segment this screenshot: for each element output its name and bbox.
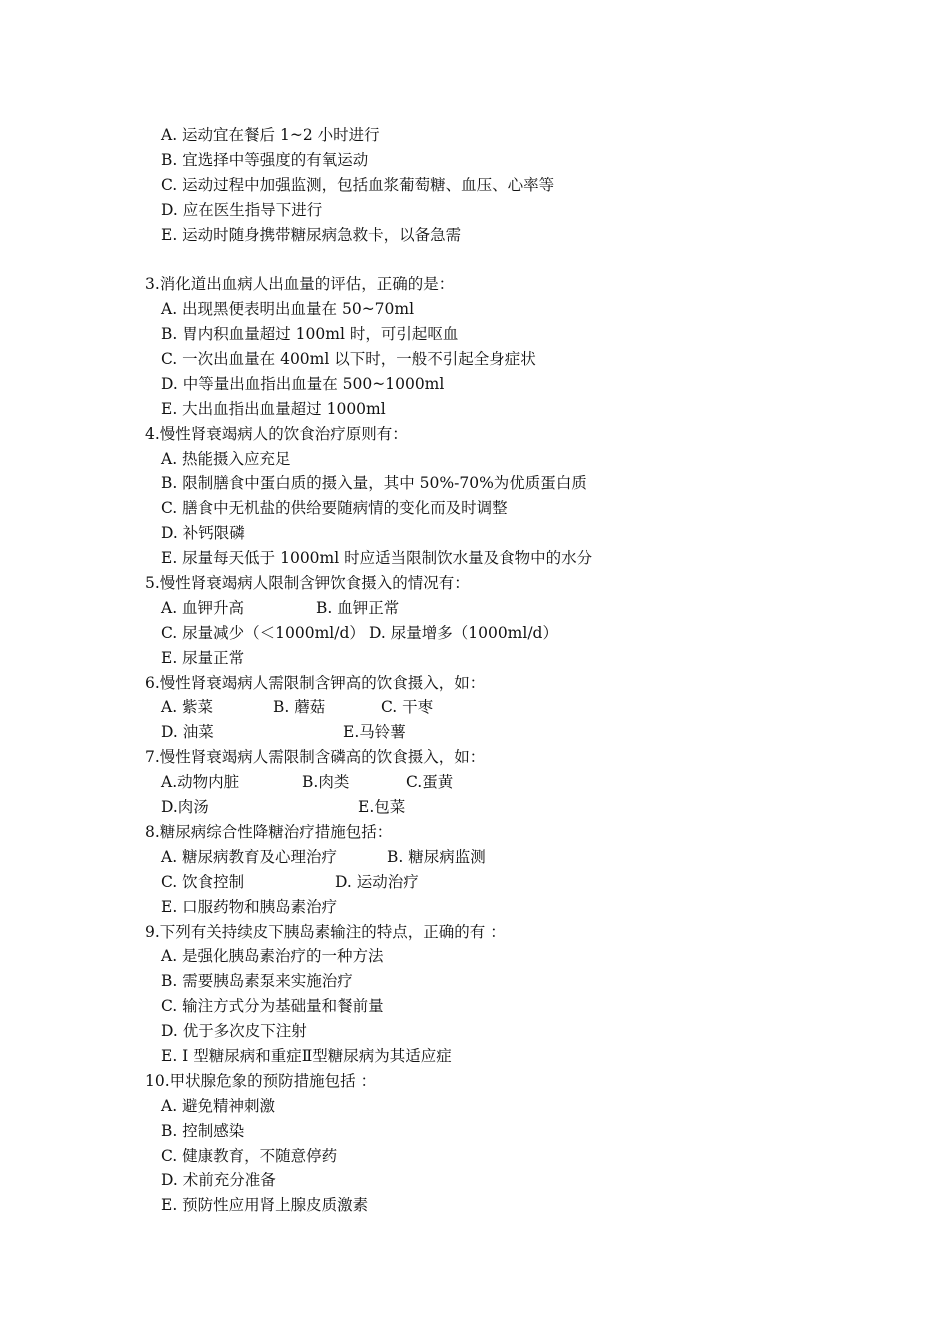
q2-option-b: B. 宜选择中等强度的有氧运动	[161, 150, 369, 169]
q8-stem: 8.糖尿病综合性降糖治疗措施包括：	[145, 822, 393, 841]
q9-option-c: C. 输注方式分为基础量和餐前量	[161, 997, 384, 1016]
q4-stem: 4.慢性肾衰竭病人的饮食治疗原则有：	[145, 424, 408, 443]
q9-option-d: D. 优于多次皮下注射	[161, 1022, 307, 1041]
q6-option-b: B. 蘑菇	[273, 698, 326, 717]
q9-stem: 9.下列有关持续皮下胰岛素输注的特点，正确的有 ：	[145, 922, 506, 941]
document-page	[0, 123, 950, 1218]
q8-option-d: D. 运动治疗	[335, 872, 419, 891]
q3-option-b: B. 胃内积血量超过 100ml 时，可引起呕血	[161, 325, 459, 344]
q6-option-c: C. 干枣	[381, 698, 434, 717]
q4-option-c: C. 膳食中无机盐的供给要随病情的变化而及时调整	[161, 499, 508, 518]
q6-stem: 6.慢性肾衰竭病人需限制含钾高的饮食摄入，如：	[145, 673, 486, 692]
q5-option-a: A. 血钾升高	[161, 598, 245, 617]
q8-option-e: E. 口服药物和胰岛素治疗	[161, 897, 338, 916]
q10-option-c: C. 健康教育，不随意停药	[161, 1146, 338, 1165]
q7-stem: 7.慢性肾衰竭病人需限制含磷高的饮食摄入，如：	[145, 748, 486, 767]
q8-options-row-2	[0, 870, 950, 895]
q4-option-a: A. 热能摄入应充足	[161, 449, 291, 468]
q8-options-row-1	[0, 845, 950, 870]
q10-stem: 10.甲状腺危象的预防措施包括 ：	[145, 1071, 377, 1090]
q3-stem: 3.消化道出血病人出血量的评估，正确的是：	[145, 275, 455, 294]
q5-options-row-1	[0, 596, 950, 621]
q2-option-d: D. 应在医生指导下进行	[161, 200, 323, 219]
q7-options-row-1	[0, 770, 950, 795]
q2-option-a: A. 运动宜在餐后 1~2 小时进行	[161, 126, 380, 144]
q6-option-d: D. 油菜	[161, 723, 214, 742]
q10-option-d: D. 术前充分准备	[161, 1171, 276, 1190]
q3-option-e: E. 大出血指出血量超过 1000ml	[161, 399, 386, 418]
q10-option-b: B. 控制感染	[161, 1121, 245, 1140]
q7-option-e: E.包菜	[358, 798, 406, 817]
q9-option-a: A. 是强化胰岛素治疗的一种方法	[161, 947, 384, 966]
blank-line	[0, 247, 950, 272]
q7-option-a: A.动物内脏	[161, 773, 240, 792]
q3-option-a: A. 出现黑便表明出血量在 50~70ml	[161, 300, 415, 319]
q7-option-b: B.肉类	[302, 773, 350, 792]
q5-option-b: B. 血钾正常	[316, 598, 400, 617]
q8-option-a: A. 糖尿病教育及心理治疗	[161, 847, 338, 866]
q6-options-row-1	[0, 695, 950, 720]
q6-option-a: A. 紫菜	[161, 698, 214, 717]
q8-option-c: C. 饮食控制	[161, 872, 245, 891]
q4-option-b: B. 限制膳食中蛋白质的摄入量，其中 50%-70%为优质蛋白质	[161, 474, 587, 493]
q7-option-c: C.蛋黄	[406, 773, 454, 792]
q7-option-d: D.肉汤	[161, 798, 209, 817]
q4-option-d: D. 补钙限磷	[161, 524, 245, 543]
q9-option-e: E. Ⅰ 型糖尿病和重症Ⅱ型糖尿病为其适应症	[161, 1046, 452, 1065]
q5-option-e: E. 尿量正常	[161, 648, 245, 667]
q8-option-b: B. 糖尿病监测	[387, 847, 486, 866]
q6-option-e: E.马铃薯	[343, 723, 406, 742]
q9-option-b: B. 需要胰岛素泵来实施治疗	[161, 972, 353, 991]
q6-options-row-2	[0, 720, 950, 745]
q10-option-e: E. 预防性应用肾上腺皮质激素	[161, 1196, 369, 1215]
q5-options-row-2	[0, 621, 950, 646]
q10-option-a: A. 避免精神刺激	[161, 1096, 276, 1115]
q4-option-e: E. 尿量每天低于 1000ml 时应适当限制饮水量及食物中的水分	[161, 549, 593, 568]
q5-option-d: D. 尿量增多（1000ml/d）	[369, 623, 558, 642]
q5-option-c: C. 尿量减少（＜1000ml/d）	[161, 623, 365, 642]
q5-stem: 5.慢性肾衰竭病人限制含钾饮食摄入的情况有：	[145, 574, 470, 593]
q2-option-c: C. 运动过程中加强监测，包括血浆葡萄糖、血压、心率等	[161, 175, 555, 194]
q3-option-d: D. 中等量出血指出血量在 500~1000ml	[161, 374, 445, 393]
q3-option-c: C. 一次出血量在 400ml 以下时，一般不引起全身症状	[161, 350, 536, 369]
q7-options-row-2	[0, 795, 950, 820]
q2-option-e: E. 运动时随身携带糖尿病急救卡，以备急需	[161, 225, 462, 244]
